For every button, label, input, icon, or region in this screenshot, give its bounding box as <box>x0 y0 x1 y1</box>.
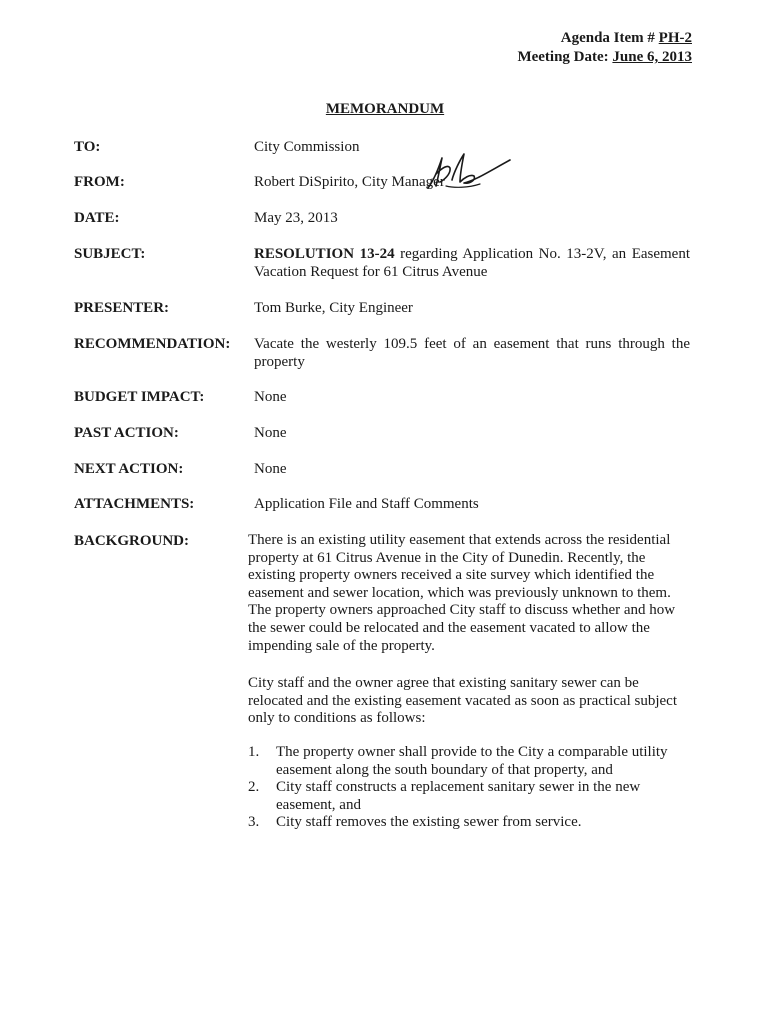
condition-item <box>248 779 678 814</box>
meeting-date-value: June 6, 2013 <box>612 49 692 65</box>
attachments-value: Application File and Staff Comments <box>254 496 479 512</box>
background-label: BACKGROUND: <box>74 533 189 549</box>
to-value: City Commission <box>254 139 360 155</box>
condition-number: 1. <box>248 744 260 760</box>
attachments-label: ATTACHMENTS: <box>74 496 195 512</box>
to-label: TO: <box>74 139 101 155</box>
recommendation-value: Vacate the westerly 109.5 feet of an easement that runs through the property <box>254 336 690 370</box>
condition-item <box>248 744 678 779</box>
past-action-value: None <box>254 425 287 441</box>
condition-number: 2. <box>248 779 260 796</box>
next-action-label: NEXT ACTION: <box>74 461 184 477</box>
background-paragraph-2: City staff and the owner agree that existing sanitary sewer can be relocated and the existing easement vacated as soon as practical subject only to conditions as follows: <box>248 675 677 727</box>
budget-impact-label: BUDGET IMPACT: <box>74 389 205 405</box>
conditions-list <box>248 744 678 832</box>
past-action-label: PAST ACTION: <box>74 425 179 441</box>
presenter-value: Tom Burke, City Engineer <box>254 300 413 316</box>
condition-text: City staff removes the existing sewer from service. <box>276 814 582 831</box>
meeting-date-line <box>517 48 692 67</box>
recommendation-label: RECOMMENDATION: <box>74 336 231 352</box>
agenda-item-label: Agenda Item # <box>560 30 659 46</box>
memo-title: MEMORANDUM <box>325 101 445 117</box>
condition-text: City staff constructs a replacement sanitary sewer in the new easement, and <box>276 779 641 813</box>
date-label: DATE: <box>74 210 120 226</box>
budget-impact-value: None <box>254 389 287 405</box>
date-value: May 23, 2013 <box>254 210 338 226</box>
condition-number: 3. <box>248 814 260 831</box>
subject-description: regarding Application No. 13-2V, an Easement Vacation Request for 61 Citrus Avenue <box>254 246 691 280</box>
meeting-date-label: Meeting Date: <box>517 49 613 65</box>
condition-text: The property owner shall provide to the City a comparable utility easement along the south boundary of that property, and <box>276 744 668 778</box>
agenda-item-line <box>517 29 692 48</box>
agenda-item-number: PH-2 <box>658 30 692 46</box>
subject-label: SUBJECT: <box>74 246 146 262</box>
condition-item <box>248 814 678 832</box>
subject-resolution: RESOLUTION 13-24 <box>254 246 395 262</box>
subject-value <box>254 245 690 281</box>
background-paragraph-1: There is an existing utility easement that extends across the residential property at 61 Citrus Avenue in the City of Dunedin. Recently, the existing property owners received a site survey which identified the easement and sewer location, which was previously unknown to them. The property owners approached City staff to discuss whether and how the sewer could be relocated and the easement vacated to allow the impending sale of the property. <box>248 532 676 654</box>
presenter-label: PRESENTER: <box>74 300 170 316</box>
agenda-header <box>517 29 692 67</box>
next-action-value: None <box>254 461 287 477</box>
signature-initials <box>424 150 514 192</box>
from-value: Robert DiSpirito, City Manager <box>254 174 445 190</box>
from-label: FROM: <box>74 174 125 190</box>
